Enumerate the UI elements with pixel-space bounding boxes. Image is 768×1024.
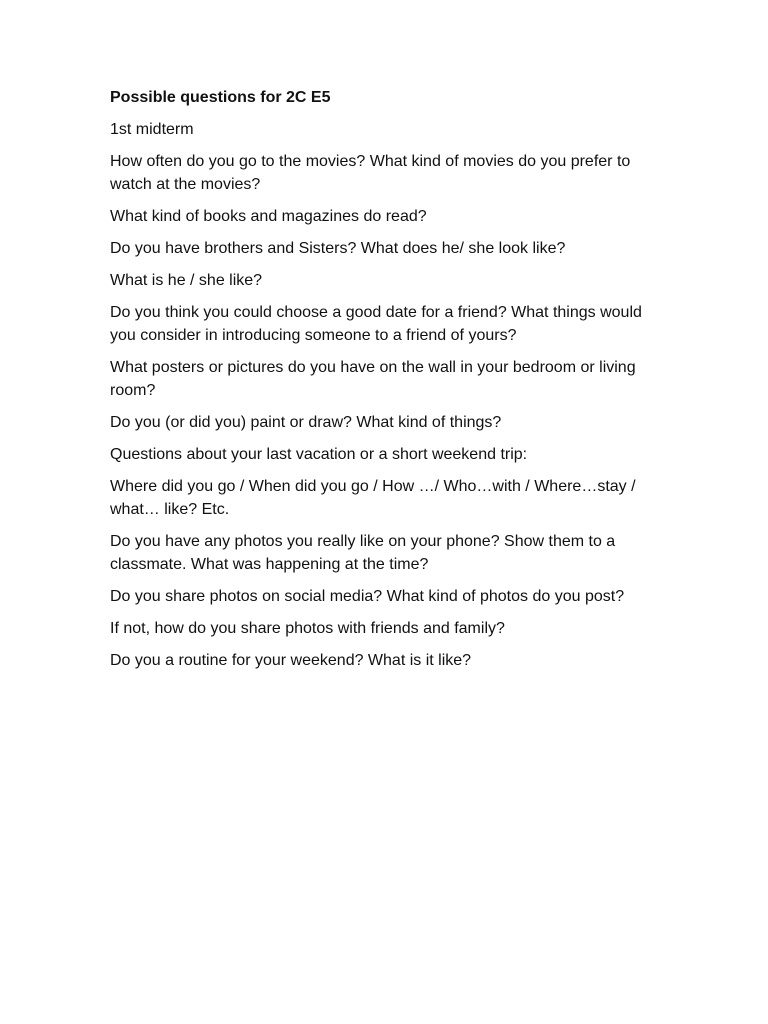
question-paragraph: Do you (or did you) paint or draw? What kind of things? bbox=[110, 414, 502, 431]
question-paragraph: If not, how do you share photos with friends and family? bbox=[110, 620, 505, 637]
document-subtitle: 1st midterm bbox=[110, 121, 194, 138]
document-title: Possible questions for 2C E5 bbox=[110, 89, 331, 106]
document-body bbox=[110, 86, 665, 681]
question-paragraph: What posters or pictures do you have on the wall in your bedroom or living room? bbox=[110, 359, 636, 399]
question-paragraph: Where did you go / When did you go / How …/ Who…with / Where…stay / what… like? Etc. bbox=[110, 478, 636, 518]
question-paragraph: Do you have any photos you really like on your phone? Show them to a classmate. What was happening at the time? bbox=[110, 533, 616, 573]
question-paragraph: What is he / she like? bbox=[110, 272, 263, 289]
question-paragraph: What kind of books and magazines do read? bbox=[110, 208, 427, 225]
question-paragraph: Do you share photos on social media? What kind of photos do you post? bbox=[110, 588, 625, 605]
question-paragraph: Do you a routine for your weekend? What is it like? bbox=[110, 652, 472, 669]
question-paragraph: Do you think you could choose a good date for a friend? What things would you consider in introducing someone to a friend of yours? bbox=[110, 304, 642, 344]
question-paragraph: How often do you go to the movies? What kind of movies do you prefer to watch at the movies? bbox=[110, 153, 631, 193]
question-paragraph: Questions about your last vacation or a short weekend trip: bbox=[110, 446, 528, 463]
question-paragraph: Do you have brothers and Sisters? What does he/ she look like? bbox=[110, 240, 566, 257]
